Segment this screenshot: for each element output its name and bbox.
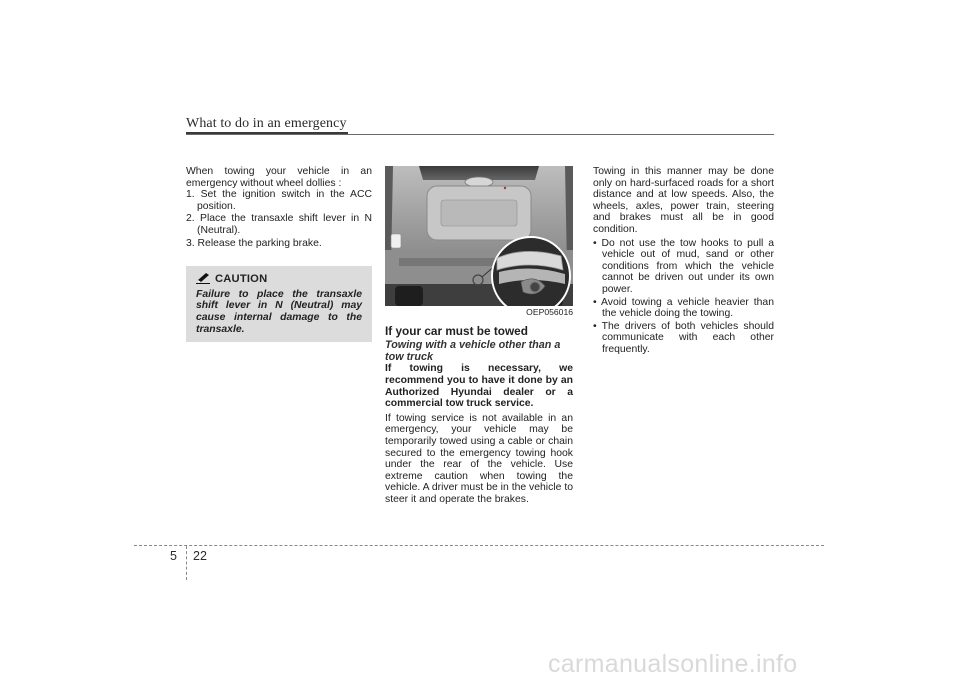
column-middle xyxy=(385,166,573,506)
heading-must-be-towed: If your car must be towed xyxy=(385,323,528,338)
bullet-list xyxy=(593,238,774,356)
section-title: What to do in an emergency xyxy=(186,116,347,131)
header-rule-thin xyxy=(186,134,774,135)
chapter-number: 5 xyxy=(170,549,177,563)
bullet-item: • Avoid towing a vehicle heavier than the vehicle doing the towing. xyxy=(593,296,774,320)
footer-rule xyxy=(134,545,824,546)
caution-pencil-icon xyxy=(196,272,210,288)
caution-box xyxy=(186,266,372,342)
page-number: 22 xyxy=(193,549,207,563)
footer-vertical-rule xyxy=(186,546,187,580)
caution-title: CAUTION xyxy=(215,273,268,286)
towing-paragraph: If towing service is not available in an emergency, your vehicle may be temporarily towed using a cable or chain secured to the emergency towing hook under the rear of the vehicle. Use extreme caution when towing the vehicle. A driver must be in the vehicle to steer it and operate the brakes. xyxy=(385,412,573,505)
step-1: 1. Set the ignition switch in the ACC position. xyxy=(186,189,372,212)
column-right xyxy=(593,166,774,356)
bullet-item: • Do not use the tow hooks to pull a vehicle out of mud, sand or other conditions from which the vehicle cannot be driven out under its own power. xyxy=(593,237,774,295)
conditions-paragraph: Towing in this manner may be done only on hard-surfaced roads for a short distance and at low speeds. Also, the wheels, axles, power train, steering and brakes must all be in good condition. xyxy=(593,166,774,235)
step-2: 2. Place the transaxle shift lever in N (Neutral). xyxy=(186,213,372,236)
step-3: 3. Release the parking brake. xyxy=(186,237,322,249)
watermark: carmanualsonline.info xyxy=(548,650,798,678)
column-left xyxy=(186,166,372,342)
rear-tow-hook-illustration xyxy=(385,166,573,306)
figure-code: OEP056016 xyxy=(526,307,573,317)
caution-body: Failure to place the transaxle shift lever in N (Neutral) may cause internal damage to the transaxle. xyxy=(196,288,362,335)
intro-text: When towing your vehicle in an emergency without wheel dollies : xyxy=(186,166,372,189)
bold-recommendation: If towing is necessary, we recommend you to have it done by an Authorized Hyundai dealer or a commercial tow truck service. xyxy=(385,363,573,410)
bullet-item: • The drivers of both vehicles should communicate with each other frequently. xyxy=(593,320,774,355)
subheading-other-vehicle: Towing with a vehicle other than a tow truck xyxy=(385,339,561,363)
